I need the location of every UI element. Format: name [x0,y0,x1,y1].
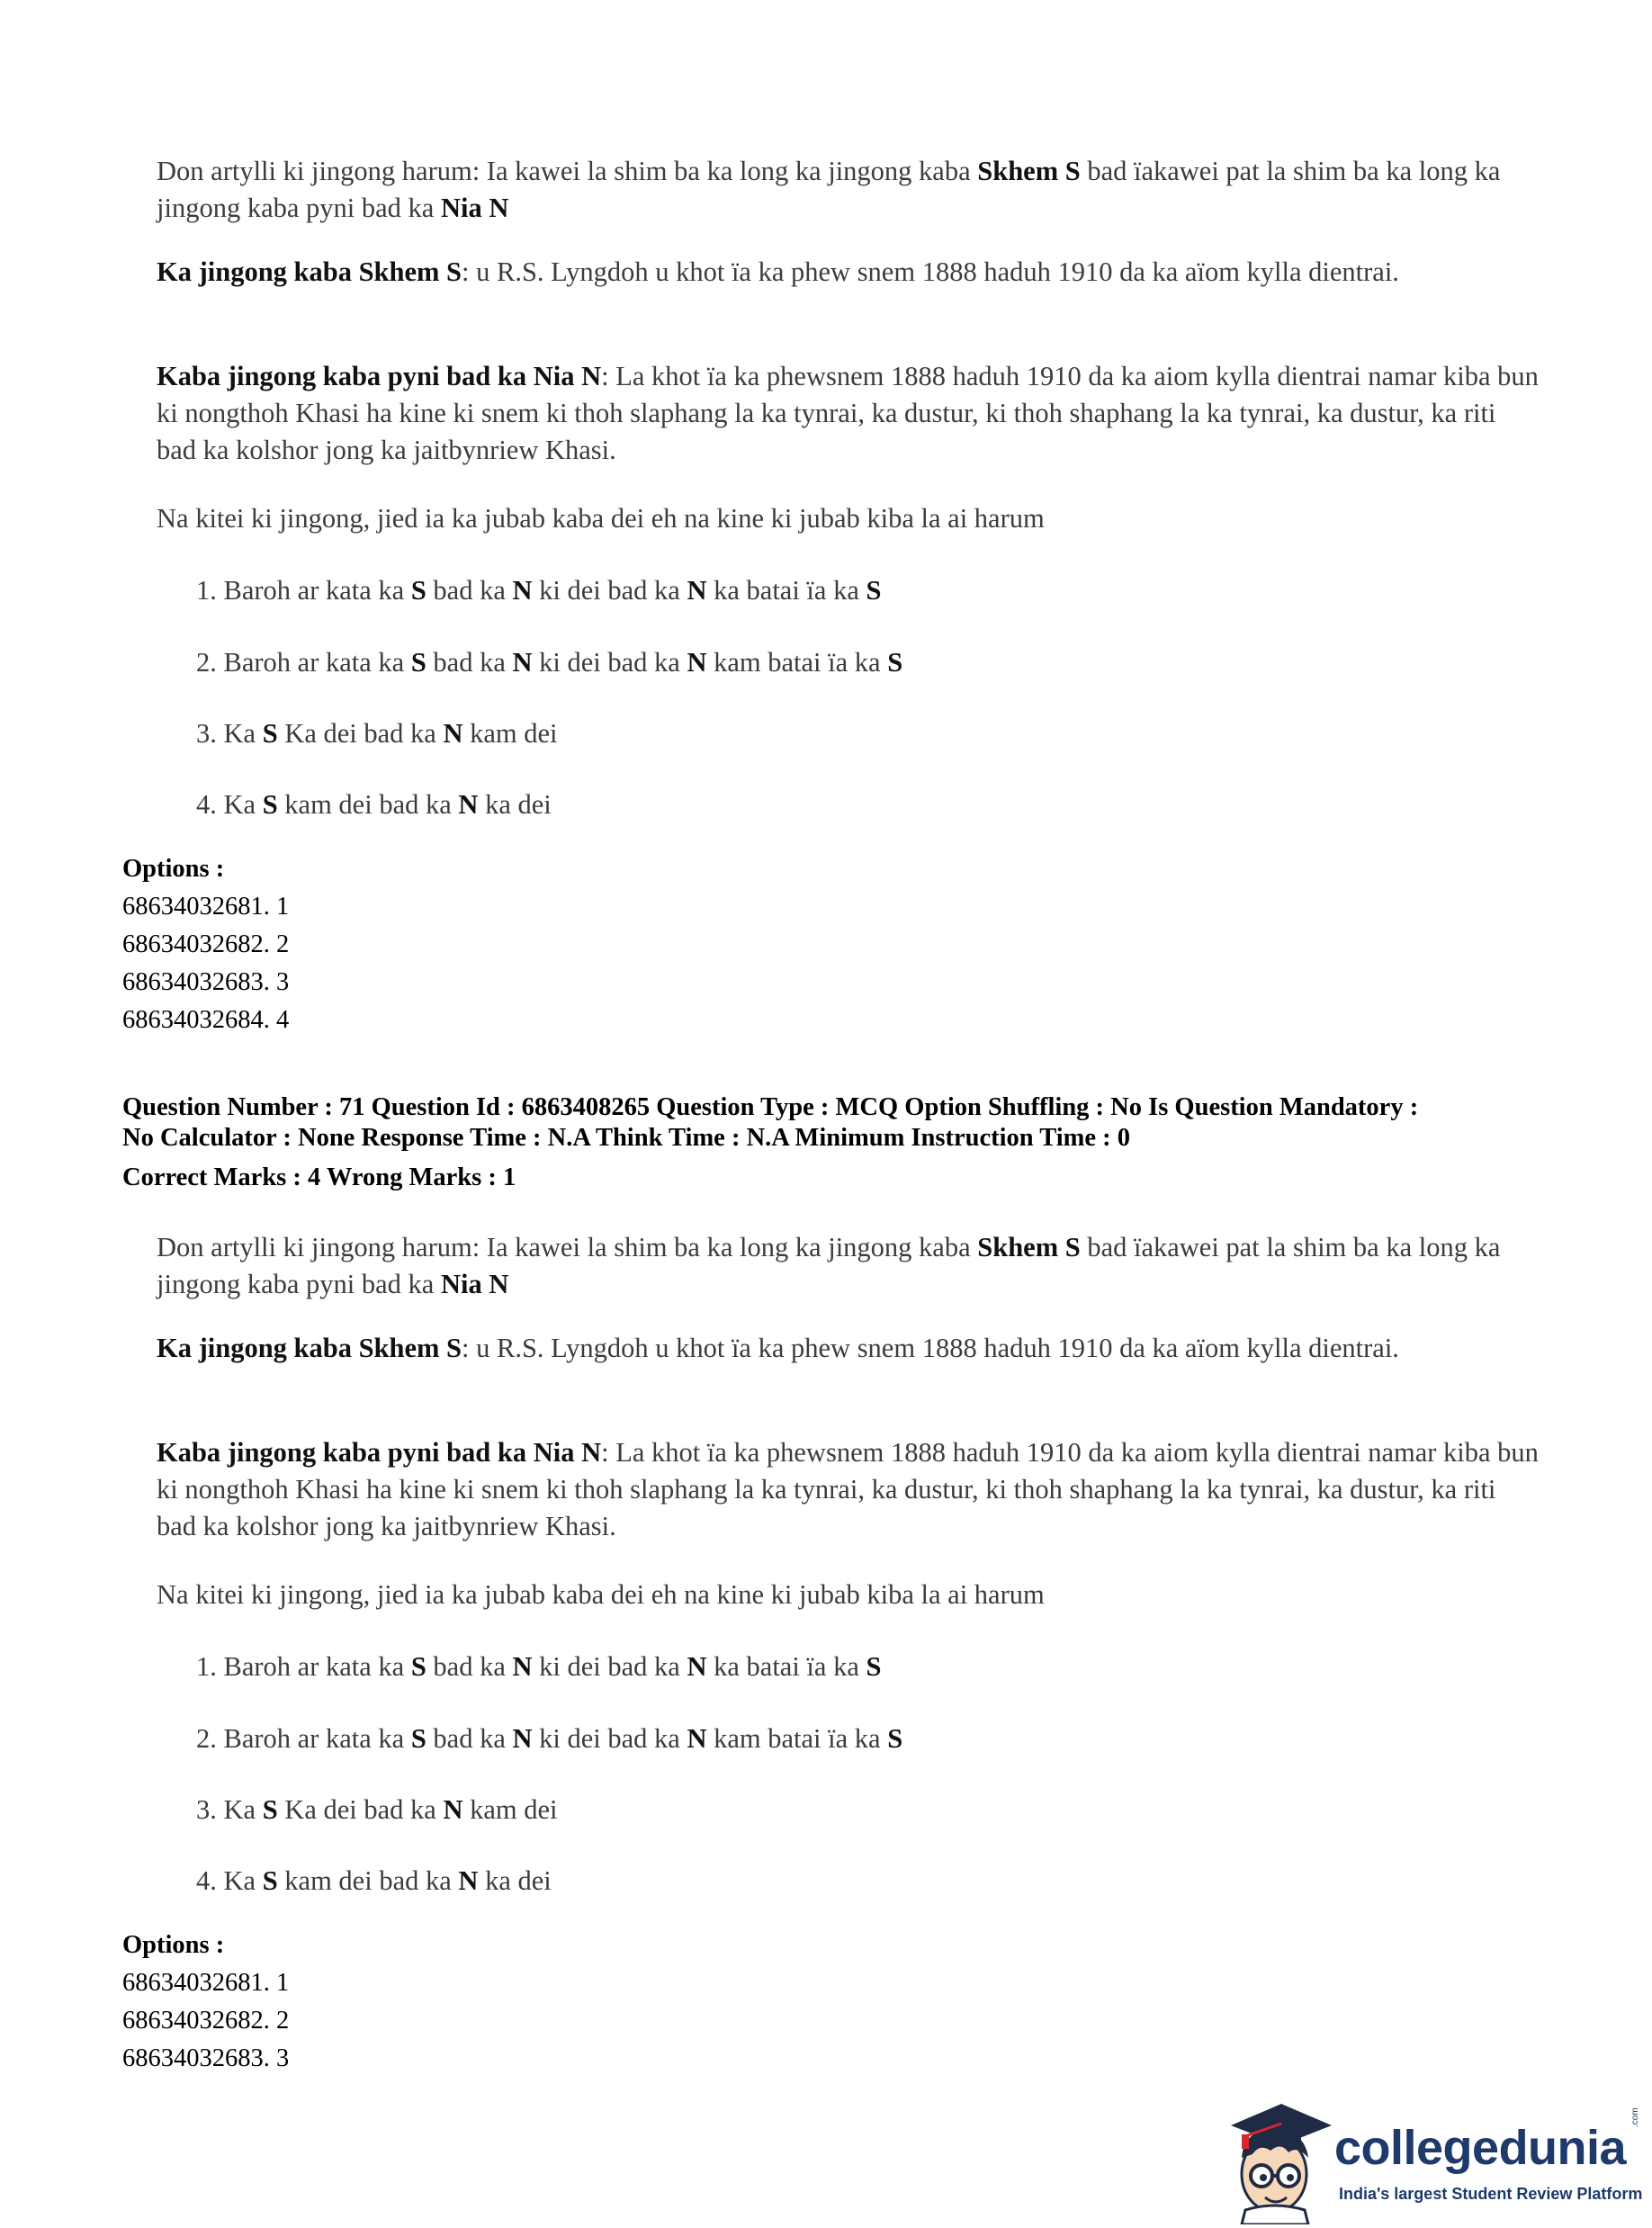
statement-skhem-text: : u R.S. Lyngdoh u khot ïa ka phew snem 1888 haduh 1910 da ka aïom kylla dientrai. [462,256,1399,287]
statement-skhem-text: : u R.S. Lyngdoh u khot ïa ka phew snem 1888 haduh 1910 da ka aïom kylla dientrai. [462,1333,1399,1363]
intro-text-2: bad ïakawei pat la shim ba ka long ka jingong kaba pyni bad ka [157,156,1501,223]
statement-skhem-label: Ka jingong kaba Skhem S [157,1333,462,1363]
intro-bold-skhem: Skhem S [977,1232,1081,1262]
question-header-line-1: Question Number : 71 Question Id : 6863408265 Question Type : MCQ Option Shuffling : No Is Question Mandatory : [122,1093,1419,1121]
choice-2: 2. Baroh ar kata ka S bad ka N ki dei bad ka N kam batai ïa ka S [196,1723,903,1754]
statement-skhem [157,1330,1399,1367]
question-prompt: Na kitei ki jingong, jied ia ka jubab kaba dei eh na kine ki jubab kiba la ai harum [157,503,1045,534]
option-4: 68634032684. 4 [122,1006,290,1034]
intro-text: Don artylli ki jingong harum: Ia kawei la shim ba ka long ka jingong kaba [157,156,978,186]
statement-nia-text: : La khot ïa ka phewsnem 1888 haduh 1910 da ka aiom kylla dientrai namar kiba bun ki nongthoh Khasi ha kine ki snem ki thoh slaphang la ka tynrai, ka dustur, ki thoh shaphang la ka tynrai, ka dustur, ka riti bad ka kolshor jong ka jaitbynriew Khasi. [157,361,1539,465]
option-1: 68634032681. 1 [122,1969,290,1997]
logo-domain-suffix: .com [1630,2107,1640,2127]
choice-3: 3. Ka S Ka dei bad ka N kam dei [196,718,558,749]
student-mascot-icon [1226,2095,1337,2224]
choice-2: 2. Baroh ar kata ka S bad ka N ki dei bad ka N kam batai ïa ka S [196,647,903,678]
statement-nia-label: Kaba jingong kaba pyni bad ka Nia N [157,361,602,391]
option-2: 68634032682. 2 [122,930,290,958]
statement-nia [157,1434,1542,1545]
options-label: Options : [122,1931,225,1959]
question-marks-line: Correct Marks : 4 Wrong Marks : 1 [122,1163,516,1191]
logo-tagline: India's largest Student Review Platform [1339,2185,1643,2203]
choice-1: 1. Baroh ar kata ka S bad ka N ki dei bad ka N ka batai ïa ka S [196,1651,882,1682]
statement-skhem [157,254,1399,291]
intro-bold-nia: Nia N [440,193,509,223]
intro-text: Don artylli ki jingong harum: Ia kawei la shim ba ka long ka jingong kaba [157,1232,978,1262]
intro-bold-nia: Nia N [440,1269,509,1299]
choice-1: 1. Baroh ar kata ka S bad ka N ki dei bad ka N ka batai ïa ka S [196,575,882,606]
choice-3: 3. Ka S Ka dei bad ka N kam dei [196,1794,558,1825]
options-label: Options : [122,855,225,883]
statement-nia [157,358,1542,469]
choice-4: 4. Ka S kam dei bad ka N ka dei [196,789,552,820]
logo-wordmark: collegedunia [1334,2121,1627,2175]
choice-4: 4. Ka S kam dei bad ka N ka dei [196,1865,552,1896]
option-3: 68634032683. 3 [122,2044,290,2072]
question-header-line-2: No Calculator : None Response Time : N.A Think Time : N.A Minimum Instruction Time : 0 [122,1124,1131,1152]
passage-intro [157,153,1542,227]
intro-text-2: bad ïakawei pat la shim ba ka long ka jingong kaba pyni bad ka [157,1232,1501,1299]
intro-bold-skhem: Skhem S [977,156,1081,186]
option-2: 68634032682. 2 [122,2007,290,2035]
option-1: 68634032681. 1 [122,893,290,921]
statement-nia-text: : La khot ïa ka phewsnem 1888 haduh 1910 da ka aiom kylla dientrai namar kiba bun ki nongthoh Khasi ha kine ki snem ki thoh slaphang la ka tynrai, ka dustur, ki thoh shaphang la ka tynrai, ka dustur, ka riti bad ka kolshor jong ka jaitbynriew Khasi. [157,1437,1539,1541]
question-prompt: Na kitei ki jingong, jied ia ka jubab kaba dei eh na kine ki jubab kiba la ai harum [157,1579,1045,1610]
option-3: 68634032683. 3 [122,968,290,996]
statement-nia-label: Kaba jingong kaba pyni bad ka Nia N [157,1437,602,1468]
statement-skhem-label: Ka jingong kaba Skhem S [157,256,462,287]
collegedunia-logo [1226,2095,1645,2224]
passage-intro [157,1229,1542,1303]
